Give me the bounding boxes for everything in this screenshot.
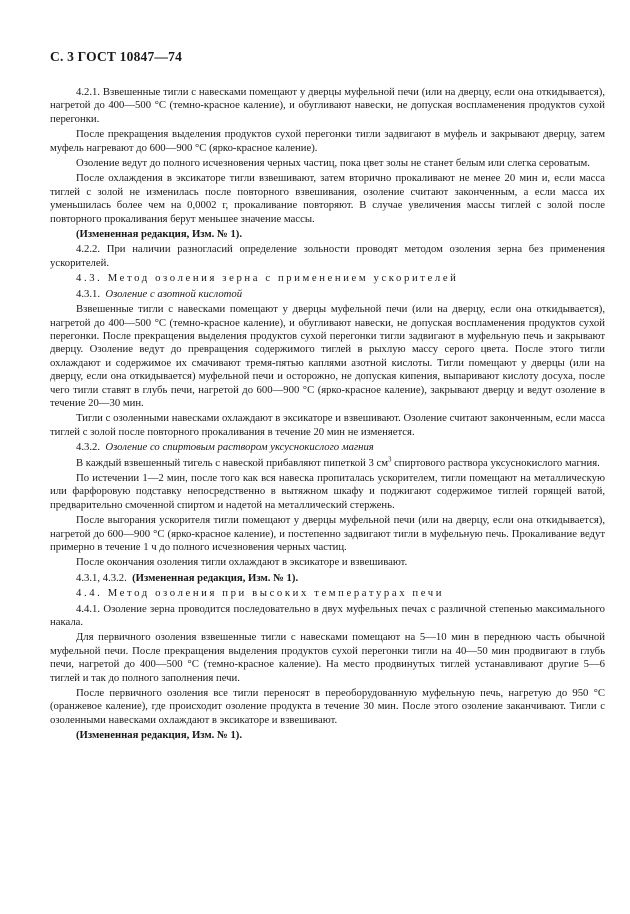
paragraph-text: После охлаждения в эксикаторе тигли взвешивают, затем вторично прокаливают не менее 20 мин и, если масса тиглей с золой не изменилась после повторного взвешивания, озоление считают законченным, а если масса их уменьшилась более чем на 0,0002 г, прокаливание повторяют. В случае увеличения массы тиглей с золой после повторного прокаливания берут меньшее значение массы.	[50, 172, 605, 225]
paragraph-text: Тигли с озоленными навесками охлаждают в эксикаторе и взвешивают. Озоление считают законченным, если масса тиглей с золой после повторного прокаливания в течение 20 мин не изменяется.	[50, 412, 605, 438]
amendment-text: (Измененная редакция, Изм. № 1).	[76, 729, 243, 742]
paragraph-text: После прекращения выделения продуктов сухой перегонки тигли задвигают в муфель и закрывают дверцу, затем муфель нагревают до 600—900 °С (ярко-красное каление).	[50, 128, 605, 154]
paragraph	[50, 412, 605, 439]
paragraph	[50, 243, 605, 270]
paragraph	[50, 514, 605, 554]
section-heading-text: 4.3. Метод озоления зерна с применением ускорителей	[76, 272, 459, 285]
section-heading	[50, 272, 605, 285]
paragraph-text: 4.2.1. Взвешенные тигли с навесками помещают у дверцы муфельной печи (или на дверцу, если она откидывается), нагретой до 400—500 °С (темно-красное каление), и обугливают навески, не допуская воспламенения продуктов сухой перегонки.	[50, 86, 605, 125]
paragraph	[50, 457, 605, 470]
paragraph-text: Озоление ведут до полного исчезновения черных частиц, пока цвет золы не станет белым или слегка сероватым.	[76, 157, 590, 170]
subsection-title: Озоление со спиртовым раствором уксуснокислого магния	[105, 441, 374, 454]
paragraph	[50, 128, 605, 155]
paragraph	[50, 687, 605, 727]
amendment-text: (Измененная редакция, Изм. № 1).	[132, 571, 299, 584]
page-header: С. 3 ГОСТ 10847—74	[50, 49, 183, 64]
paragraph	[50, 631, 605, 685]
paragraph-text: После окончания озоления тигли охлаждают в эксикаторе и взвешивают.	[76, 556, 408, 569]
paragraph-text: После первичного озоления все тигли переносят в переоборудованную муфельную печь, нагретую до 950 °С (оранжевое каление), где происходит озоление продукта в течение 30 мин. После этого озоление заканчивают. Тигли с озоленными навесками охлаждают в эксикаторе и взвешивают.	[50, 687, 605, 726]
paragraph	[50, 472, 605, 512]
paragraph	[50, 157, 605, 170]
subsection-number: 4.3.1.	[76, 287, 101, 300]
section-heading-text: 4.4. Метод озоления при высоких температурах печи	[76, 587, 445, 600]
clause-numbers: 4.3.1, 4.3.2.	[76, 571, 127, 584]
amendment-note	[50, 729, 605, 742]
amendment-note	[50, 572, 605, 585]
paragraph-text: По истечении 1—2 мин, после того как вся навеска пропиталась ускорителем, тигли помещают на металлическую или фарфоровую подставку непосредственно в вытяжном шкафу и поджигают содержимое тиглей горящей ватой, предварительно смоченной спиртом и надетой на металлический стержень.	[50, 471, 605, 511]
paragraph-text: После выгорания ускорителя тигли помещают у дверцы муфельной печи (или на дверцу, если она откидывается), нагретой до 600—900 °С (ярко-красное каление), и постепенно задвигают тигли в муфельную печь. Прокаливание ведут примерно в течение 1 ч до полного исчезновения черных частиц.	[50, 514, 605, 553]
amendment-text: (Измененная редакция, Изм. № 1).	[76, 228, 243, 241]
paragraph-text: спиртового раствора уксуснокислого магния.	[391, 456, 600, 469]
paragraph-text: Взвешенные тигли с навесками помещают у дверцы муфельной печи (или на дверцу, если она откидывается), нагретой до 400—500 °С (темно-красное каление), и обугливают навески, не допуская воспламенения продуктов сухой перегонки. После прекращения выделения продуктов сухой перегонки тигли задвигают в муфельную печь и закрывают дверцу. Озоление ведут до превращения содержимого тиглей в рыхлую массу серого цвета. После этого тигли охлаждают и содержимое их смачивают тремя-пятью каплями азотной кислоты. Тигли помещают у дверцы (или на дверцу, если она откидывается) муфельной печи и осторожно, не допуская кипения, выпаривают кислоту досуха, после чего тигли ставят в глубь печи, нагретой до 600—900 °С (ярко-красное каление), закрывают дверцу и ведут озоление в течение 20—30 мин.	[50, 303, 605, 409]
paragraph	[50, 603, 605, 630]
paragraph	[50, 86, 605, 126]
paragraph	[50, 303, 605, 410]
amendment-note	[50, 228, 605, 241]
document-body	[50, 86, 605, 743]
paragraph-text: 4.2.2. При наличии разногласий определение зольности проводят методом озоления зерна без применения ускорителей.	[50, 243, 605, 269]
subsection-heading	[50, 441, 605, 454]
superscript: 3	[388, 455, 392, 463]
subsection-title: Озоление с азотной кислотой	[105, 287, 243, 300]
section-heading	[50, 587, 605, 600]
subsection-heading	[50, 288, 605, 301]
paragraph-text: 4.4.1. Озоление зерна проводится последовательно в двух муфельных печах с различной степенью максимального накала.	[50, 602, 605, 629]
paragraph-text: Для первичного озоления взвешенные тигли с навесками помещают на 5—10 мин в переднюю часть обычной муфельной печи. После прекращения выделения продуктов сухой перегонки тигли на 40—50 мин продвигают в глубь печи, нагретой до 400—500 °С (темно-красное каление). На место продвинутых тиглей устанавливают другие 5—6 тиглей и так до полного заполнения печи.	[50, 631, 605, 684]
paragraph-text: В каждый взвешенный тигель с навеской прибавляют пипеткой 3 см	[76, 456, 388, 469]
paragraph	[50, 556, 605, 569]
subsection-number: 4.3.2.	[76, 441, 101, 454]
paragraph	[50, 172, 605, 226]
